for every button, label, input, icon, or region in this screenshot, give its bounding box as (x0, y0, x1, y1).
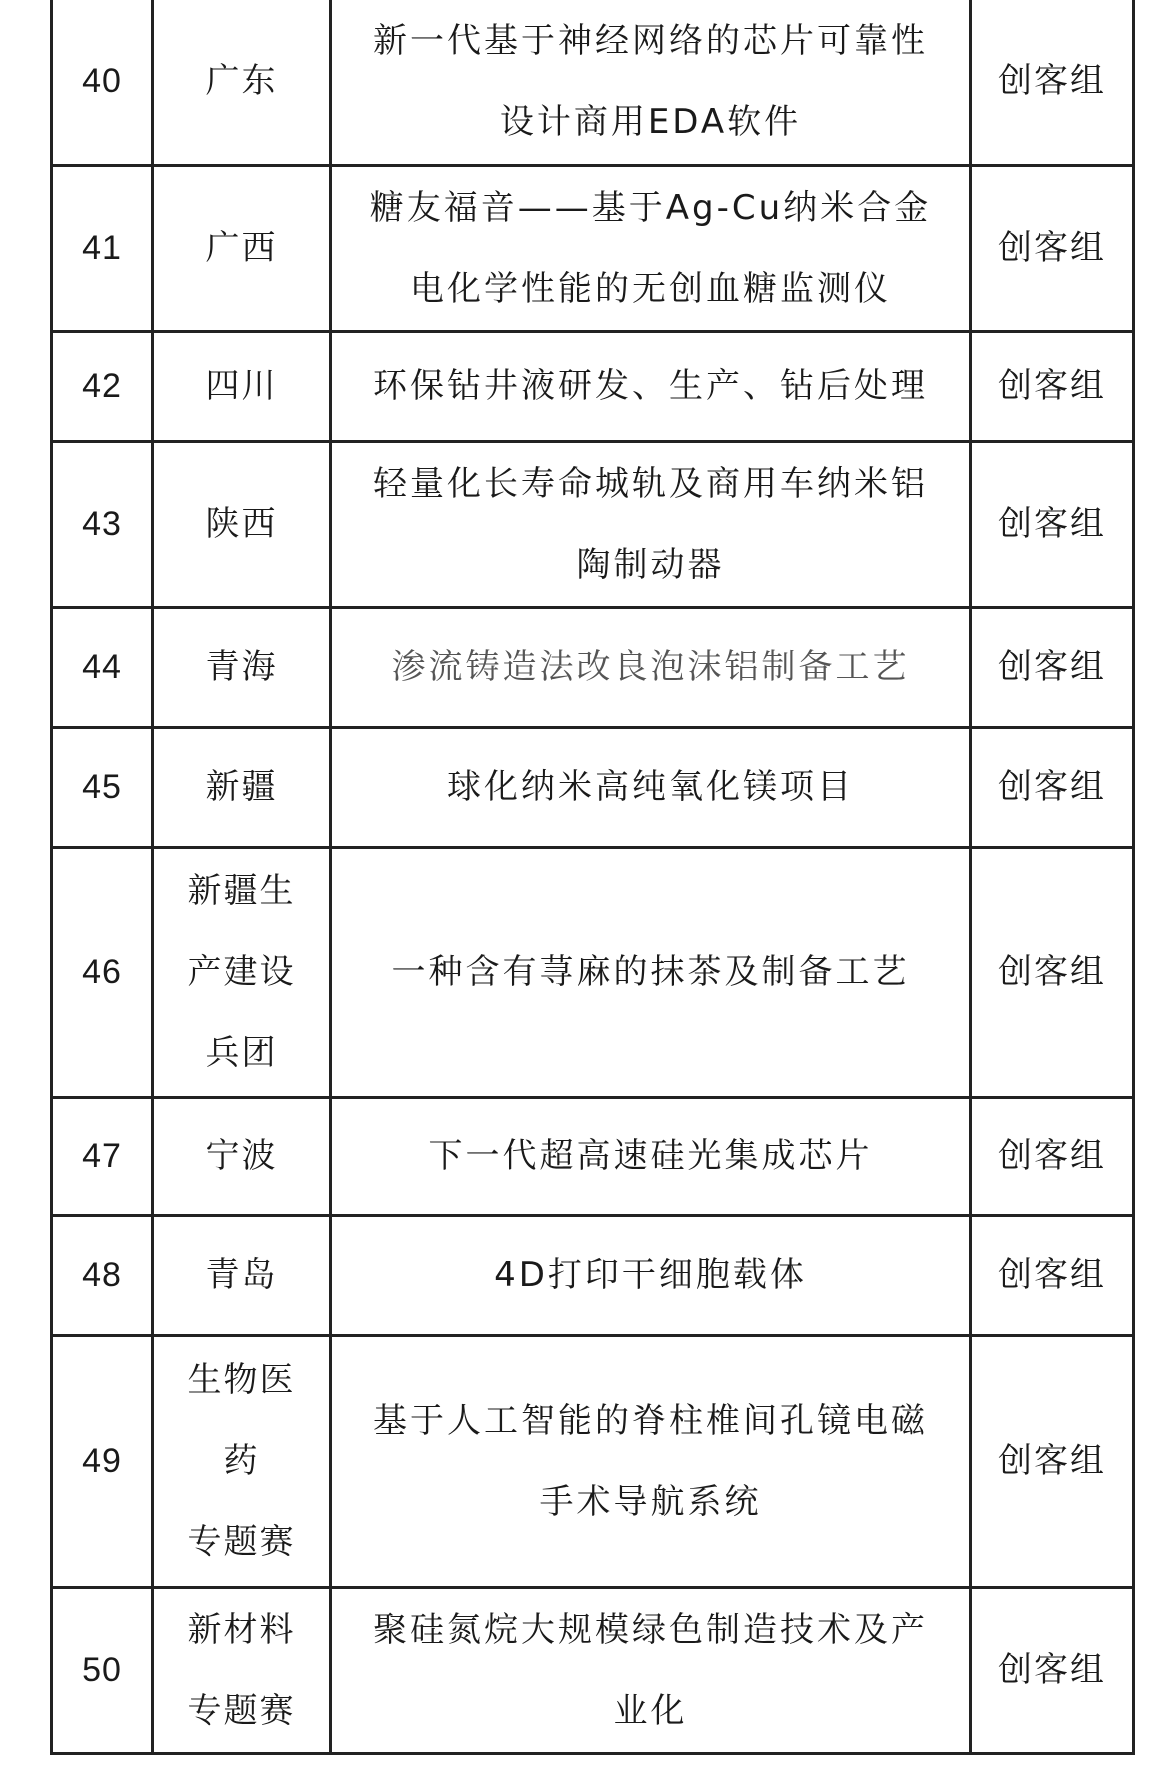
project-name-cell (331, 608, 971, 728)
row-number-cell: 49 (52, 1336, 153, 1588)
region-text: 新疆生 (187, 871, 296, 911)
group-cell: 创客组 (971, 332, 1134, 442)
project-name-text: 4D打印干细胞载体 (494, 1255, 807, 1295)
region-cell (153, 442, 331, 608)
table-body (52, 0, 1134, 1754)
region-cell (153, 728, 331, 848)
project-name-text: 新一代基于神经网络的芯片可靠性 (373, 20, 928, 61)
project-name-cell (331, 1336, 971, 1588)
project-name-cell (331, 0, 971, 166)
row-number-cell: 41 (52, 166, 153, 332)
region-cell (153, 848, 331, 1098)
project-name-text: 设计商用EDA软件 (499, 101, 802, 142)
table-row (52, 728, 1134, 848)
region-cell (153, 1336, 331, 1588)
results-table (50, 0, 1135, 1755)
row-number-cell: 50 (52, 1588, 153, 1754)
row-number-cell: 46 (52, 848, 153, 1098)
project-name-text: 糖友福音——基于Ag-Cu纳米合金 (369, 187, 932, 228)
group-cell: 创客组 (971, 1216, 1134, 1336)
region-text: 新材料 (187, 1609, 296, 1650)
project-name-text: 球化纳米高纯氧化镁项目 (447, 767, 854, 807)
region-text: 青岛 (205, 1255, 278, 1295)
project-name-text: 一种含有荨麻的抹茶及制备工艺 (391, 952, 910, 992)
row-number-cell: 42 (52, 332, 153, 442)
region-text: 产建设 (187, 952, 296, 992)
project-name-text: 业化 (613, 1690, 688, 1731)
project-name-cell (331, 442, 971, 608)
project-name-text: 基于人工智能的脊柱椎间孔镜电磁 (373, 1400, 928, 1441)
table-row (52, 1336, 1134, 1588)
group-cell: 创客组 (971, 848, 1134, 1098)
region-cell (153, 166, 331, 332)
table-row (52, 1098, 1134, 1216)
group-cell: 创客组 (971, 442, 1134, 608)
table-row (52, 332, 1134, 442)
table-row (52, 166, 1134, 332)
group-cell: 创客组 (971, 166, 1134, 332)
region-text: 药 (223, 1441, 260, 1481)
project-name-text: 聚硅氮烷大规模绿色制造技术及产 (373, 1609, 928, 1650)
project-name-text: 陶制动器 (576, 544, 725, 585)
row-number-cell: 47 (52, 1098, 153, 1216)
group-cell: 创客组 (971, 1588, 1134, 1754)
project-name-cell (331, 332, 971, 442)
region-text: 四川 (205, 366, 278, 406)
region-cell (153, 1588, 331, 1754)
group-cell: 创客组 (971, 0, 1134, 166)
project-name-text: 手术导航系统 (539, 1481, 762, 1522)
project-name-text: 环保钻井液研发、生产、钻后处理 (373, 366, 928, 406)
region-cell (153, 1098, 331, 1216)
region-text: 广西 (205, 228, 278, 268)
project-name-cell (331, 848, 971, 1098)
project-name-cell (331, 166, 971, 332)
project-name-text: 电化学性能的无创血糖监测仪 (410, 268, 891, 309)
region-text: 宁波 (205, 1136, 278, 1176)
region-text: 广东 (205, 61, 278, 101)
table-row (52, 1216, 1134, 1336)
region-text: 兵团 (205, 1033, 278, 1073)
row-number-cell: 43 (52, 442, 153, 608)
region-text: 专题赛 (187, 1522, 296, 1562)
row-number-cell: 45 (52, 728, 153, 848)
region-cell (153, 332, 331, 442)
group-cell: 创客组 (971, 1098, 1134, 1216)
group-cell: 创客组 (971, 728, 1134, 848)
project-name-text: 下一代超高速硅光集成芯片 (428, 1136, 873, 1176)
project-name-cell (331, 1588, 971, 1754)
results-table-container (50, 0, 1132, 1755)
region-text: 青海 (205, 647, 278, 687)
row-number-cell: 40 (52, 0, 153, 166)
project-name-cell (331, 1216, 971, 1336)
group-cell: 创客组 (971, 608, 1134, 728)
region-cell (153, 608, 331, 728)
project-name-cell (331, 728, 971, 848)
project-name-text: 渗流铸造法改良泡沫铝制备工艺 (391, 647, 910, 687)
region-text: 专题赛 (187, 1690, 296, 1731)
region-cell (153, 1216, 331, 1336)
table-row (52, 608, 1134, 728)
table-row (52, 848, 1134, 1098)
region-text: 生物医 (187, 1360, 296, 1400)
table-row (52, 442, 1134, 608)
region-text: 新疆 (205, 767, 278, 807)
row-number-cell: 48 (52, 1216, 153, 1336)
row-number-cell: 44 (52, 608, 153, 728)
project-name-cell (331, 1098, 971, 1216)
table-row (52, 1588, 1134, 1754)
group-cell: 创客组 (971, 1336, 1134, 1588)
project-name-text: 轻量化长寿命城轨及商用车纳米铝 (373, 463, 928, 504)
region-text: 陕西 (205, 504, 278, 544)
table-row (52, 0, 1134, 166)
region-cell (153, 0, 331, 166)
